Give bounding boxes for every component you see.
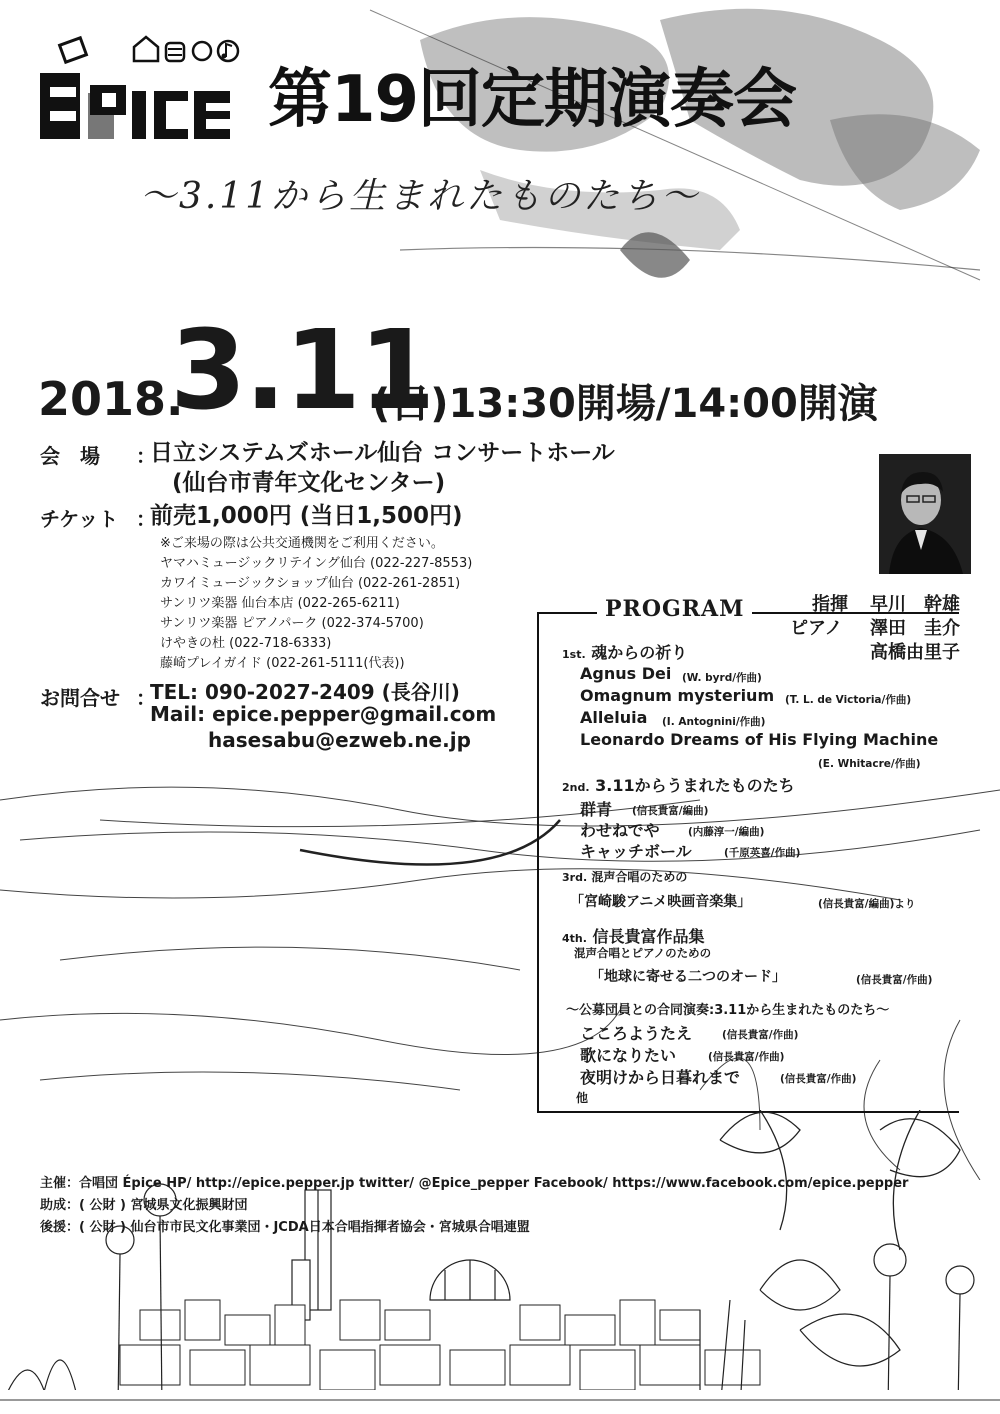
program-piece: 夜明けから日暮れまで (580, 1068, 741, 1087)
piano-role: ピアノ (790, 618, 843, 639)
ticket-outlet: ヤマハミュージックリテイング仙台 (022-227-8553) (160, 556, 473, 571)
concert-title: 第19回定期演奏会 (268, 63, 797, 137)
ticket-outlet: サンリツ楽器 ピアノパーク (022-374-5700) (160, 616, 424, 631)
pianist-name: 澤田 圭介 (870, 618, 960, 639)
program-etc: 他 (576, 1091, 589, 1105)
contact-tel: TEL: 090-2027-2409 (長谷川) (150, 680, 460, 704)
piece-credit: (信長貴富/作曲) (722, 1029, 799, 1041)
venue-label: 会 場 (40, 444, 100, 468)
section-title: 信長貴富作品集 (592, 927, 705, 946)
piece-credit: (信長貴富/作曲) (708, 1051, 785, 1063)
contact-mail: Mail: epice.pepper@gmail.com (150, 702, 497, 726)
piece-credit: (信長貴富/編曲)より (818, 898, 916, 910)
conductor-photo (879, 454, 971, 574)
conductor-name: 早川 幹雄 (870, 594, 960, 615)
footer-support: 後援：( 公財 ) 仙台市市民文化事業団・JCDA日本合唱指揮者協会・宮城県合唱連盟 (40, 1220, 530, 1235)
program-piece: 歌になりたい (580, 1046, 677, 1065)
program-section-5: ～公募団員との合同演奏:3.11から生まれたものたち～ (566, 1003, 890, 1018)
ticket-note: ※ご来場の際は公共交通機関をご利用ください。 (160, 536, 444, 551)
section-number: 1st. (562, 648, 586, 661)
program-piece: 群青 (580, 800, 613, 819)
program-piece: Leonardo Dreams of His Flying Machine (580, 730, 939, 749)
footer-grant: 助成：( 公財 ) 宮城県文化振興財団 (40, 1198, 248, 1213)
piece-credit: (千原英喜/作曲) (724, 847, 801, 859)
program-piece: Omagnum mysterium (580, 686, 775, 705)
program-piece: キャッチボール (580, 842, 692, 861)
brush-stroke-background (360, 0, 1000, 300)
section-subtitle: 混声合唱とピアノのための (574, 946, 712, 960)
contact-mail-alt: hasesabu@ezweb.ne.jp (208, 728, 471, 752)
section-number: 3rd. (562, 871, 588, 884)
program-piece: 「地球に寄せる二つのオード」 (590, 969, 786, 985)
date-year: 2018. (38, 372, 184, 426)
program-piece: わせねでや (580, 821, 660, 840)
venue-name: 日立システムズホール仙台 コンサートホール (150, 440, 615, 466)
epice-logo (40, 35, 265, 145)
piece-credit: (I. Antognini/作曲) (662, 716, 766, 728)
ticket-price: 前売1,000円 (当日1,500円) (150, 503, 463, 529)
section-title: 混声合唱のための (591, 870, 688, 884)
piece-credit: (T. L. de Victoria/作曲) (785, 694, 912, 706)
program-piece: こころようたえ (580, 1024, 693, 1043)
piece-credit: (内藤淳一/編曲) (688, 826, 765, 838)
conductor-role: 指揮 (812, 594, 848, 615)
section-number: 4th. (562, 932, 587, 945)
section-number: 2nd. (562, 781, 590, 794)
section-title: 3.11からうまれたものたち (595, 776, 795, 795)
contact-label: お問合せ (40, 686, 120, 710)
venue-separator: ： (136, 444, 156, 468)
ticket-outlet: 藤崎プレイガイド (022-261-5111(代表)) (160, 656, 405, 671)
ticket-outlet: サンリツ楽器 仙台本店 (022-265-6211) (160, 596, 400, 611)
piece-credit: (E. Whitacre/作曲) (818, 758, 921, 770)
footer-organizer: 主催：合唱団 Épice HP/ http://epice.pepper.jp twitter/ @Epice_pepper Facebook/ https://www.facebook.com/epice.pepper (40, 1176, 909, 1191)
program-piece: Agnus Dei (580, 664, 672, 683)
date-time: (日)13:30開場/14:00開演 (372, 381, 878, 427)
date-day: 3.11 (170, 306, 434, 434)
ticket-separator: ： (136, 507, 156, 531)
piece-credit: (信長貴富/作曲) (780, 1073, 857, 1085)
venue-sub: (仙台市青年文化センター) (172, 470, 446, 496)
ticket-outlet: カワイミュージックショップ仙台 (022-261-2851) (160, 576, 461, 591)
contact-separator: ： (136, 686, 156, 710)
program-section-2 (562, 773, 795, 796)
piece-credit: (信長貴富/作曲) (856, 974, 933, 986)
program-piece: Alleluia (580, 708, 648, 727)
piece-credit: (W. byrd/作曲) (682, 672, 762, 684)
piece-credit: (信長貴富/編曲) (632, 805, 709, 817)
section-title: 魂からの祈り (591, 643, 688, 662)
ticket-outlet: けやきの杜 (022-718-6333) (160, 636, 332, 651)
program-title: PROGRAM (597, 596, 752, 622)
concert-subtitle: ～3.11から生まれたものたち～ (140, 176, 701, 217)
program-section-4 (562, 924, 705, 947)
program-section-1 (562, 640, 687, 663)
pianist-name: 高橋由里子 (870, 642, 960, 663)
program-piece: 「宮崎駿アニメ映画音楽集」 (570, 894, 752, 910)
city-and-plants-illustration (0, 1110, 1000, 1414)
program-section-3 (562, 868, 687, 885)
ticket-label: チケット (40, 507, 119, 531)
